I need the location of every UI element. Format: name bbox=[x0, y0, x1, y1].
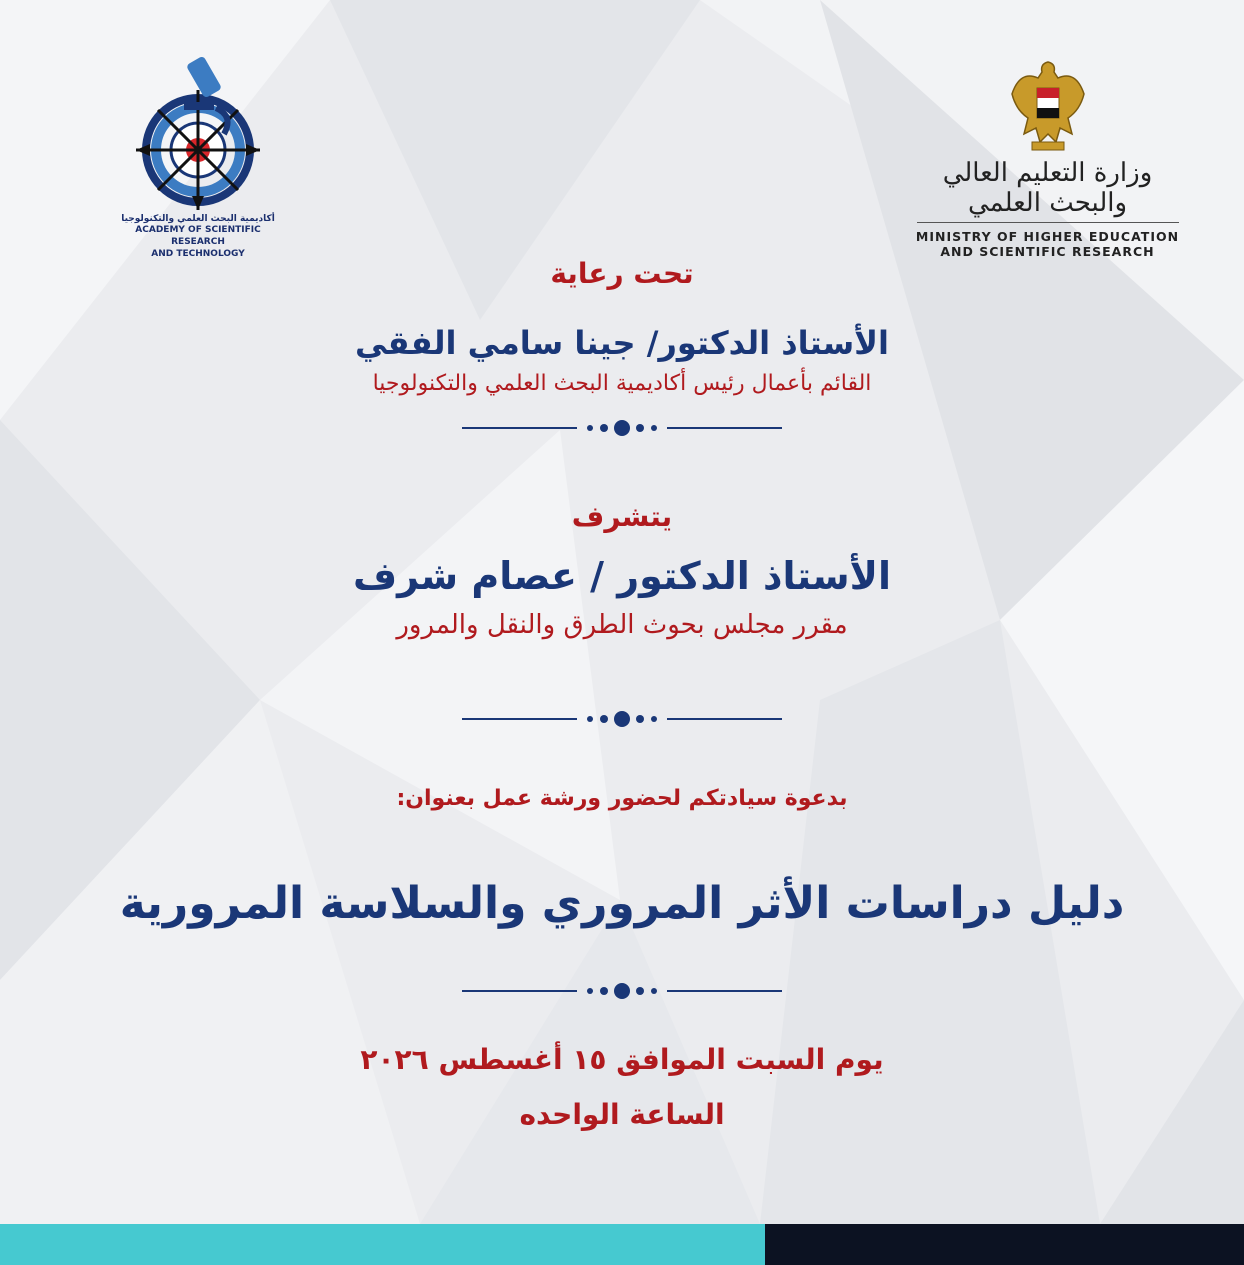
patronage-role: القائم بأعمال رئيس أكاديمية البحث العلمي والتكنولوجيا bbox=[372, 371, 872, 396]
event-date: يوم السبت الموافق ١٥ أغسطس ٢٠٢٦ bbox=[360, 1043, 884, 1076]
eagle-emblem-icon bbox=[1010, 58, 1086, 152]
academy-name-en-2: AND TECHNOLOGY bbox=[151, 249, 245, 259]
academy-logo bbox=[108, 50, 288, 260]
invitation-text: بدعوة سيادتكم لحضور ورشة عمل بعنوان: bbox=[396, 786, 848, 811]
host-name: الأستاذ الدكتور / عصام شرف bbox=[353, 554, 891, 598]
ministry-name-en-2: AND SCIENTIFIC RESEARCH bbox=[940, 244, 1155, 259]
ornament-divider-1 bbox=[462, 420, 782, 436]
ministry-name-en-1: MINISTRY OF HIGHER EDUCATION bbox=[915, 229, 1180, 244]
footer-bar-teal bbox=[0, 1224, 765, 1265]
patronage-name: الأستاذ الدكتور/ جينا سامي الفقي bbox=[355, 324, 889, 362]
patronage-heading: تحت رعاية bbox=[550, 257, 694, 290]
ornament-divider-2 bbox=[462, 711, 782, 727]
ministry-name-ar: وزارة التعليم العالي والبحث العلمي bbox=[942, 158, 1153, 218]
academy-name-en-1: ACADEMY OF SCIENTIFIC RESEARCH bbox=[135, 225, 261, 247]
ministry-logo bbox=[905, 58, 1190, 259]
event-time: الساعة الواحده bbox=[519, 1098, 725, 1131]
academy-name-ar: أكاديمية البحث العلمي والتكنولوجيا bbox=[121, 214, 275, 224]
host-role: مقرر مجلس بحوث الطرق والنقل والمرور bbox=[396, 610, 848, 640]
ornament-divider-3 bbox=[462, 983, 782, 999]
footer-bar-dark bbox=[765, 1224, 1244, 1265]
host-heading: يتشرف bbox=[571, 500, 673, 533]
microscope-emblem-icon bbox=[136, 50, 260, 212]
workshop-title: دليل دراسات الأثر المروري والسلاسة المرورية bbox=[119, 878, 1125, 929]
ministry-divider bbox=[917, 222, 1179, 223]
